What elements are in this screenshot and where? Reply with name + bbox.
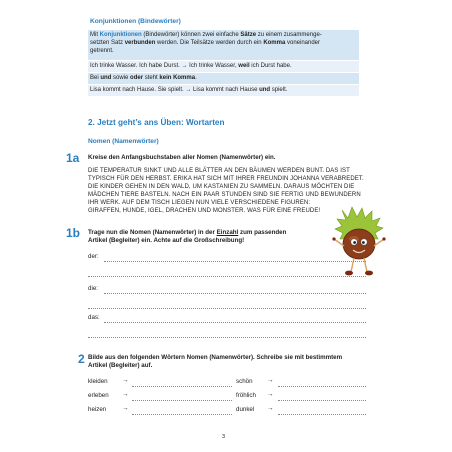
text: zu einem zusammenge- — [256, 32, 322, 38]
answer-line-schoen[interactable] — [278, 386, 366, 387]
bold: verbunden — [124, 40, 156, 46]
bold: kein Komma — [159, 75, 196, 81]
bold: und — [100, 75, 112, 81]
label-das: das: — [88, 314, 100, 321]
text: Artikel (Begleiter) ein. Achte auf die Großschreibung! — [88, 237, 245, 244]
text: voneinander — [285, 40, 321, 46]
konjunktionen-intro — [88, 30, 359, 60]
highlight: Konjunktionen — [99, 32, 142, 38]
word-froehlich: fröhlich — [236, 392, 256, 399]
answer-line-kleiden[interactable] — [132, 386, 232, 387]
answer-line-heizen[interactable] — [132, 414, 232, 415]
arrow-icon: → — [267, 405, 274, 412]
text: spielt. — [270, 87, 288, 93]
section-subtitle: Nomen (Namenwörter) — [88, 138, 159, 145]
text: Lisa kommt nach Hause. Sie spielt. → Lisa kommt nach Hause — [90, 87, 260, 93]
answer-line-erleben[interactable] — [132, 400, 232, 401]
bold: Sätze — [240, 32, 257, 38]
bold: oder — [130, 75, 144, 81]
bold: Komma — [263, 40, 286, 46]
arrow-icon: → — [122, 377, 129, 384]
text-line: GIRAFFEN, HUNDE, IGEL, DRACHEN UND MONSTER. WAS FÜR EINE FREUDE! — [88, 208, 321, 215]
text: Bilde aus den folgenden Wörtern Nomen (Namenwörter). Schreibe sie mit bestimmtem — [88, 354, 343, 361]
writing-line-der[interactable] — [104, 261, 366, 262]
text-line: DIE KINDER GEHEN IN DEN WALD, UM KASTANIEN ZU SAMMELN. DARAUS MÖCHTEN DIE — [88, 184, 355, 191]
label-die: die: — [88, 285, 98, 292]
word-erleben: erleben — [88, 392, 109, 399]
text: Ich trinke Wasser. Ich habe Durst. → Ich trinke Wasser, — [90, 63, 239, 69]
task-number-1a: 1a — [66, 151, 80, 165]
word-schoen: schön — [236, 378, 253, 385]
text: setzten Satz — [90, 40, 125, 46]
arrow-icon: → — [122, 405, 129, 412]
answer-line-froehlich[interactable] — [278, 400, 366, 401]
page-number: 3 — [222, 434, 226, 440]
text: Artikel (Begleiter) auf. — [88, 362, 153, 369]
task-1a-instruction: Kreise den Anfangsbuchstaben aller Nomen (Namenwörter) ein. — [88, 154, 276, 161]
text: Bei — [90, 75, 101, 81]
task-number-1b: 1b — [66, 226, 81, 240]
text-line: MÄDCHEN TIERE BASTELN. NACH EIN PAAR STUNDEN SIND SIE FERTIG UND BEWUNDERN — [88, 192, 361, 199]
arrow-icon: → — [267, 391, 274, 398]
answer-line-dunkel[interactable] — [278, 414, 366, 415]
task-1a-text — [88, 167, 366, 216]
word-kleiden: kleiden — [88, 378, 108, 385]
text: Mit — [90, 32, 100, 38]
arrow-icon: → — [122, 391, 129, 398]
writing-line-das-2[interactable] — [88, 337, 366, 338]
text: ich Durst habe. — [249, 63, 292, 69]
text: . — [195, 75, 197, 81]
task-number-2: 2 — [78, 352, 85, 366]
text: (Bindewörter) können zwei einfache — [141, 32, 241, 38]
text: werden. Die Teilsätze werden durch ein — [155, 40, 264, 46]
konjunktionen-example-3 — [88, 85, 359, 96]
konjunktionen-example-2 — [88, 73, 359, 84]
text-line: TYPISCH FÜR DEN HERBST. ERIKA HAT SICH MIT IHRER FREUNDIN JOHANNA VERABREDET. — [88, 176, 364, 183]
text: getrennt. — [90, 48, 114, 54]
konjunktionen-title: Konjunktionen (Bindewörter) — [90, 18, 181, 25]
bold: und — [259, 87, 271, 93]
text: sowie — [111, 75, 131, 81]
writing-line-die[interactable] — [104, 293, 366, 294]
text-line: DIE TEMPERATUR SINKT UND ALLE BLÄTTER AN DEN BÄUMEN WERDEN BUNT. DAS IST — [88, 168, 350, 174]
text: steht — [143, 75, 160, 81]
label-der: der: — [88, 253, 99, 260]
writing-line-die-2[interactable] — [88, 308, 366, 309]
word-dunkel: dunkel — [236, 406, 255, 413]
bold: weil — [238, 63, 250, 69]
task-1b-instruction — [88, 229, 286, 245]
underlined-text: Einzahl — [216, 229, 239, 236]
writing-line-das[interactable] — [104, 322, 366, 323]
chestnut-figure-illustration — [328, 206, 390, 278]
konjunktionen-example-1 — [88, 61, 359, 72]
text-line: IHR WERK. AUF DEM TISCH LIEGEN NUN VIELE VERSCHIEDENE FIGUREN: — [88, 200, 311, 207]
task-2-instruction — [88, 354, 342, 370]
word-heizen: heizen — [88, 406, 107, 413]
text: zum passenden — [238, 229, 287, 236]
writing-line-der-2[interactable] — [88, 276, 366, 277]
text: Trage nun die Nomen (Namenwörter) in der — [88, 229, 217, 236]
arrow-icon: → — [267, 377, 274, 384]
section-title: 2. Jetzt geht’s ans Üben: Wortarten — [88, 118, 225, 127]
